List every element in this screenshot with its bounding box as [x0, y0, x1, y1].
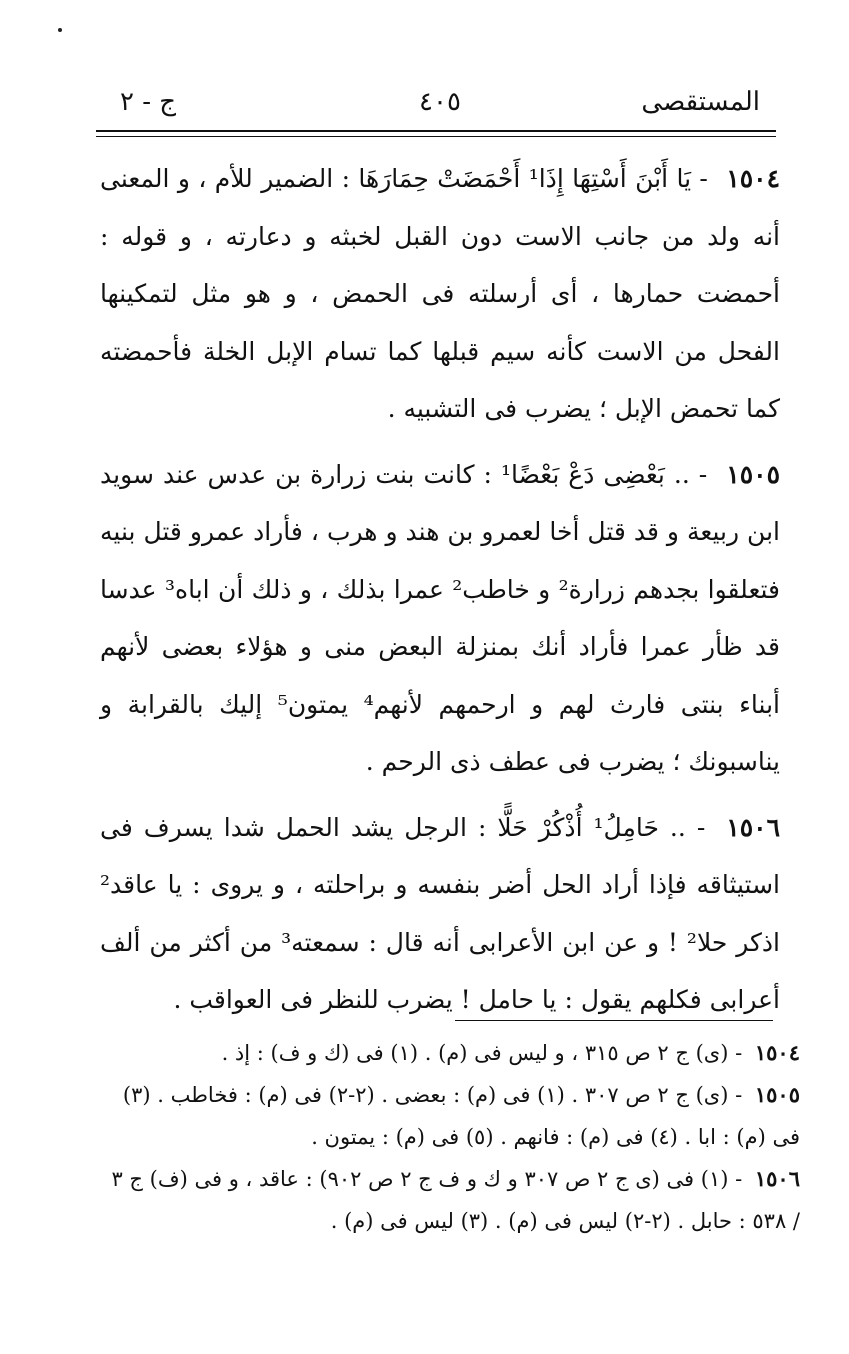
footnote-number: ١٥٠٤ [754, 1040, 800, 1065]
footnote [100, 1032, 800, 1074]
volume-label: ج - ٢ [120, 87, 177, 117]
footnote-separator [455, 1020, 773, 1021]
entry-number: ١٥٠٥ [726, 459, 780, 489]
footnote-text: - (ى) ج ٢ ص ٣١٥ ، و ليس فى (م) . (١) فى (ك و ف) : إذ . [221, 1041, 743, 1065]
footnote-text: - (١) فى (ى ج ٢ ص ٣٠٧ و ك و ف ج ٢ ص ٩٠٢) : عاقد ، و فى (ف) ج ٣ / ٥٣٨ : حابل . (٢-٢) ليس فى (م) . (٣) ليس فى (م) . [111, 1167, 800, 1233]
footnote-number: ١٥٠٥ [754, 1082, 800, 1107]
proverb-entry [100, 799, 780, 1029]
entry-number: ١٥٠٤ [726, 164, 780, 193]
header-rule-thin [96, 136, 776, 137]
entry-text: - .. حَامِلُ¹ أُذْكُرْ حَلًّا : الرجل يشد الحمل شدا يسرف فى استيثاقه فإذا أراد الحل أضر بنفسه و براحلته ، و يروى : يا عاقد² اذكر حلا² ! و عن ابن الأعرابى أنه قال : سمعته³ من أكثر من ألف أعرابى فكلهم يقول : يا حامل ! يضرب للنظر فى العواقب . [100, 812, 780, 1014]
footnote-text: - (ى) ج ٢ ص ٣٠٧ . (١) فى (م) : بعضى . (٢-٢) فى (م) : فخاطب . (٣) فى (م) : ابا . (٤) فى (م) : فانهم . (٥) فى (م) : يمتون . [122, 1083, 800, 1149]
page-number: ٤٠٥ [419, 87, 461, 117]
page-speck [58, 28, 62, 32]
footnote [100, 1158, 800, 1242]
footnote [100, 1074, 800, 1158]
entry-text: - .. بَعْضِى دَعْ بَعْضًا¹ : كانت بنت زرارة بن عدس عند سويد ابن ربيعة و قد قتل أخا لعمرو بن هند و هرب ، فأراد عمرو قتل بنيه فتعلقوا بجدهم زرارة² و خاطب² عمرا بذلك ، و ذلك أن اباه³ عدسا قد ظأر عمرا فأراد أنك بمنزلة البعض منى و هؤلاء بعضى لأنهم أبناء بنتى فارث لهم و ارحمهم لأنهم⁴ يمتون⁵ إليك بالقرابة و يناسبونك ؛ يضرب فى عطف ذى الرحم . [100, 459, 780, 776]
header-rule-thick [96, 130, 776, 132]
footnote-number: ١٥٠٦ [754, 1166, 800, 1191]
proverb-entry [100, 446, 780, 791]
proverb-entry [100, 150, 780, 438]
entry-number: ١٥٠٦ [726, 812, 780, 842]
book-title: المستقصى [641, 87, 760, 117]
entry-text: - يَا أَبْنَ أَسْتِهَا إِذَا¹ أَحْمَضَتْ حِمَارَهَا : الضمير للأم ، و المعنى أنه ولد من جانب الاست دون القبل لخبثه و دعارته ، و قوله : أحمضت حمارها ، أى أرسلته فى الحمض ، و هو مثل لتمكينها الفحل من الاست كأنه سيم قبلها كما تسام الإبل الخلة فأحمضته كما تحمض الإبل ؛ يضرب فى التشبيه . [100, 164, 780, 423]
footnotes [100, 1032, 800, 1242]
running-header [120, 82, 760, 122]
main-text [100, 150, 780, 1029]
